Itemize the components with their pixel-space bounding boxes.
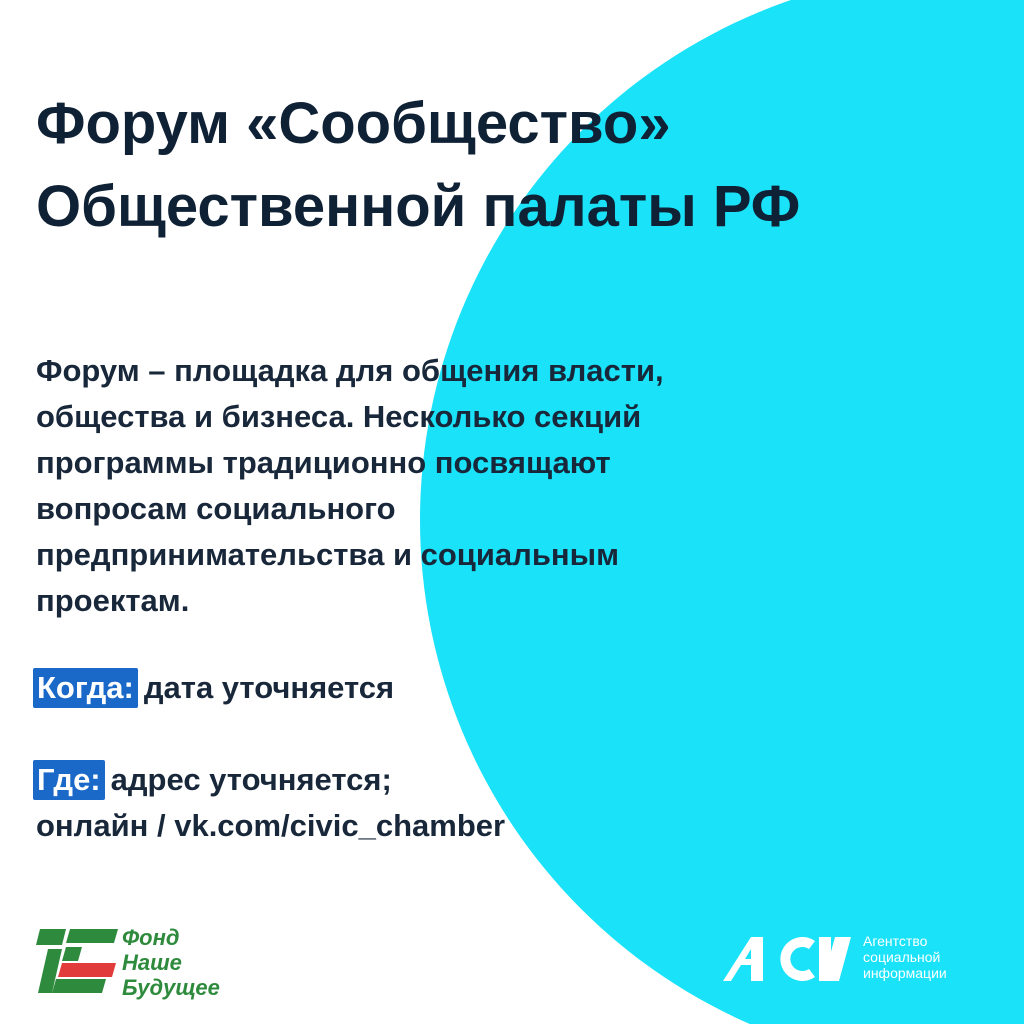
where-label: Где: bbox=[33, 760, 105, 800]
asi-logo bbox=[723, 933, 993, 993]
fond-logo-line-3: Будущее bbox=[122, 975, 220, 1000]
where-row bbox=[33, 757, 392, 803]
asi-logo-line-3: информации bbox=[863, 965, 947, 981]
when-value: дата уточняется bbox=[143, 670, 395, 705]
fond-logo-text bbox=[122, 925, 220, 1000]
asi-logo-line-2: социальной bbox=[863, 949, 941, 965]
when-label: Когда: bbox=[33, 668, 138, 708]
asi-logo-text bbox=[863, 933, 947, 981]
title-line-1: Форум «Сообщество» bbox=[36, 91, 671, 156]
poster-title bbox=[36, 82, 996, 248]
title-line-2: Общественной палаты РФ bbox=[36, 174, 801, 239]
fond-logo-line-2: Наше bbox=[122, 950, 182, 975]
fond-15-logo-mark-icon bbox=[36, 925, 118, 997]
asi-logo-line-1: Агентство bbox=[863, 933, 928, 949]
forum-description: Форум – площадка для общения власти, общества и бизнеса. Несколько секций программы традиционно посвящают вопросам социального предпринимательства и социальным проектам. bbox=[36, 353, 664, 618]
fond-nashe-budushchee-logo bbox=[36, 925, 276, 1000]
when-row bbox=[33, 665, 394, 711]
where-value: адрес уточняется; bbox=[110, 762, 392, 797]
fond-logo-line-1: Фонд bbox=[122, 925, 180, 950]
asi-logo-mark-icon bbox=[723, 933, 853, 985]
online-link[interactable]: онлайн / vk.com/civic_chamber bbox=[36, 808, 506, 843]
